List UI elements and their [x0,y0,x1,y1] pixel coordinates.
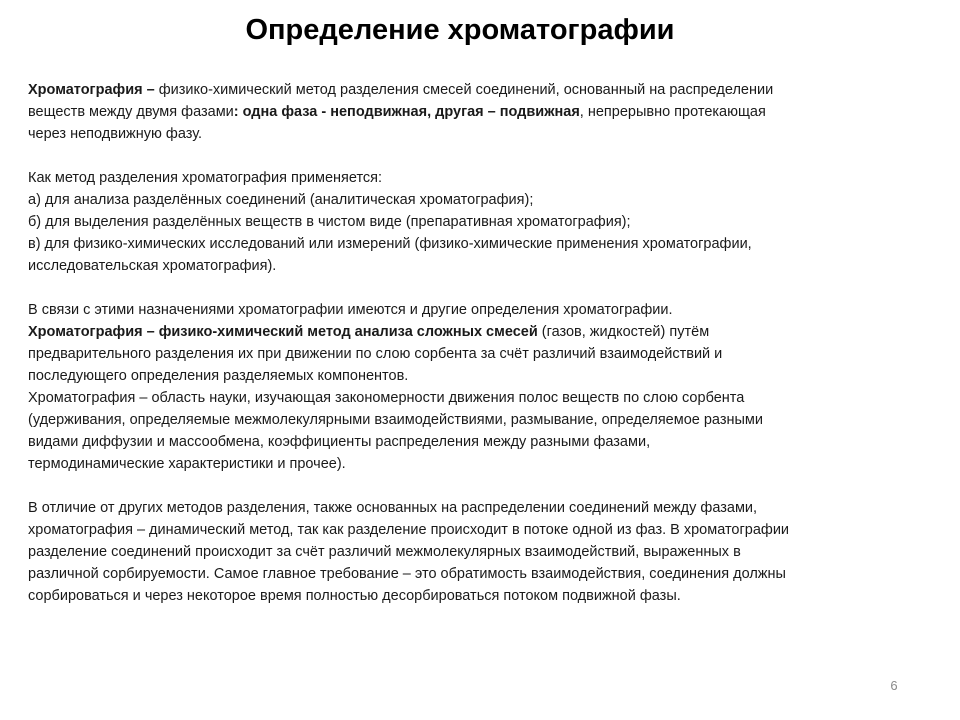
text-span: веществ между двумя фазами [28,104,234,120]
text-line: сорбироваться и через некоторое время полностью десорбироваться потоком подвижной фазы. [28,588,681,604]
bold-term: Хроматография – [28,82,155,98]
list-item-continuation: исследовательская хроматография). [28,258,277,274]
text-span: , непрерывно протекающая [579,104,766,120]
text-line: В отличие от других методов разделения, также основанных на распределении соединений между фазами, [28,500,758,516]
text-span: физико-химический метод разделения смесей соединений, основанный на распределении [154,82,774,98]
bold-definition: Хроматография – физико-химический метод анализа сложных смесей [28,324,538,340]
text-line: Хроматография – область науки, изучающая закономерности движения полос веществ по слою сорбента [28,390,745,406]
list-item: а) для анализа разделённых соединений (аналитическая хроматография); [28,192,534,208]
page-number: 6 [890,678,898,693]
bold-phrase: : одна фаза - неподвижная, другая – подвижная [233,104,580,120]
distinction-paragraph [28,497,908,607]
text-line: различной сорбируемости. Самое главное требование – это обратимость взаимодействия, соединения должны [28,566,786,582]
definition-paragraph-1 [28,79,908,145]
page-title: Определение хроматографии [245,14,675,46]
text-line: В связи с этими назначениями хроматографии имеются и другие определения хроматографии. [28,302,673,318]
list-item: в) для физико-химических исследований или измерений (физико-химические применения хроматографии, [28,236,752,252]
text-line: последующего определения разделяемых компонентов. [28,368,409,384]
text-line: видами диффузии и массообмена, коэффициенты распределения между разными фазами, [28,434,651,450]
text-line: предварительного разделения их при движении по слою сорбента за счёт различий взаимодействий и [28,346,723,362]
text-span: (газов, жидкостей) путём [537,324,710,340]
text-line: (удерживания, определяемые межмолекулярными взаимодействиями, размывание, определяемое разными [28,412,763,428]
text-line [28,321,908,343]
text-line: через неподвижную фазу. [28,126,203,142]
text-line [28,101,908,123]
definition-paragraph-2 [28,299,908,387]
slide-body [28,79,908,629]
text-line: хроматография – динамический метод, так как разделение происходит в потоке одной из фаз. В хроматографии [28,522,790,538]
list-item: б) для выделения разделённых веществ в чистом виде (препаративная хроматография); [28,214,631,230]
text-line: разделение соединений происходит за счёт различий межмолекулярных взаимодействий, выраженных в [28,544,741,560]
definition-paragraph-3 [28,387,908,475]
text-line: термодинамические характеристики и прочее). [28,456,346,472]
text-line [28,79,908,101]
applications-paragraph [28,167,908,277]
text-line: Как метод разделения хроматография применяется: [28,170,383,186]
